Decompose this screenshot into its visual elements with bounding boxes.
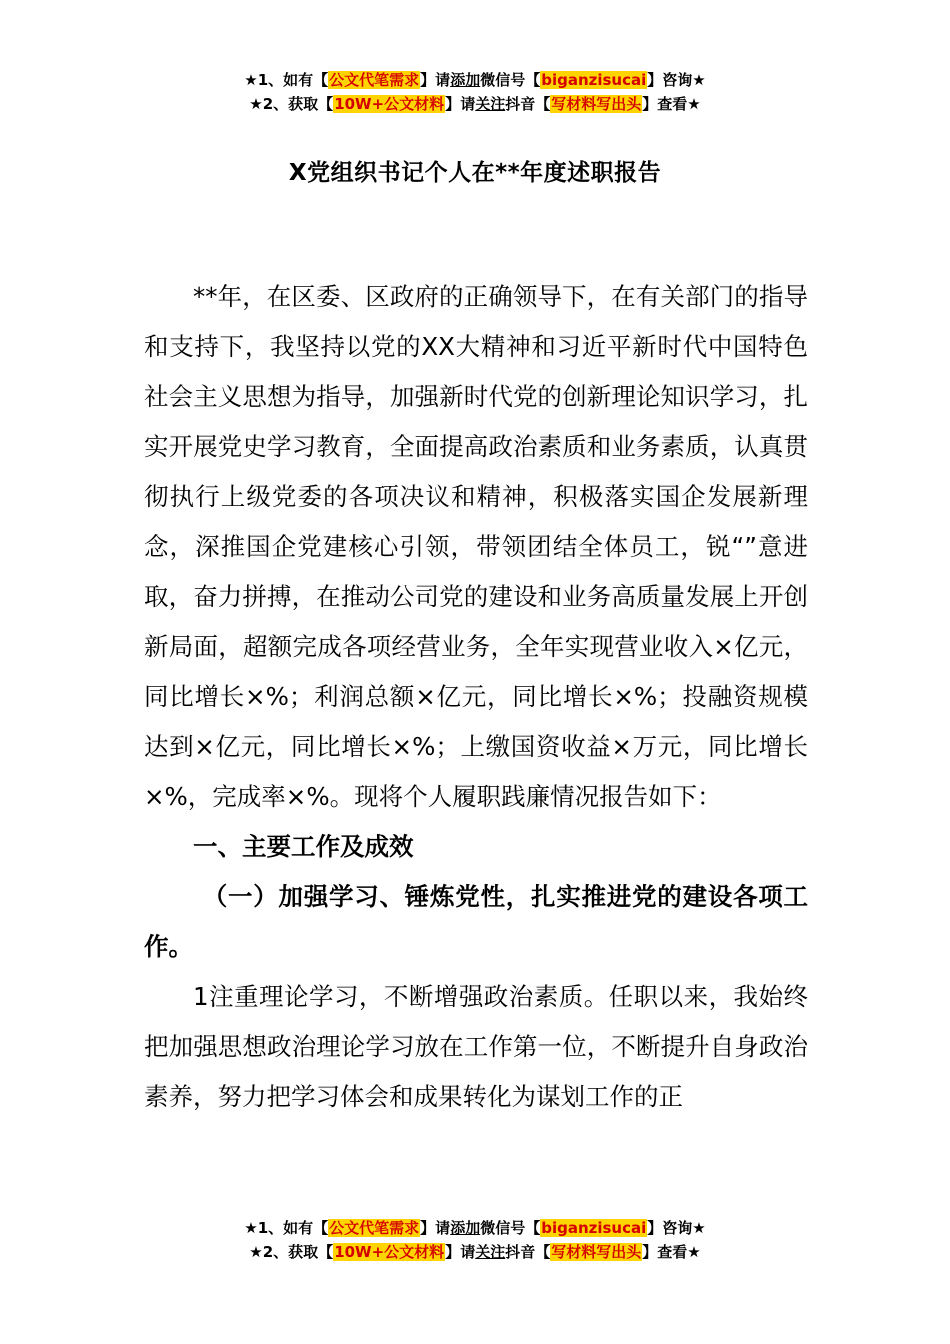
top-banner [0, 68, 950, 116]
banner-text: 抖音【 [505, 1243, 551, 1261]
banner-text: 】请 [445, 95, 476, 113]
banner-underlined-text: 添加 [450, 1219, 481, 1237]
banner-highlight: 10W+公文材料 [334, 95, 445, 113]
banner-highlight: 写材料写出头 [551, 1243, 642, 1261]
banner-line-2 [0, 92, 950, 116]
banner-text: ★1、如有【 [244, 1219, 329, 1237]
banner-line-1 [0, 68, 950, 92]
banner-underlined-text: 关注 [475, 1243, 506, 1261]
banner-text: 】查看★ [642, 1243, 701, 1261]
document-title: X党组织书记个人在**年度述职报告 [288, 160, 662, 186]
banner-text: ★2、获取【 [249, 95, 334, 113]
banner-highlight: 写材料写出头 [551, 95, 642, 113]
bottom-banner [0, 1216, 950, 1264]
banner-line-1 [0, 1216, 950, 1240]
item-paragraph: 1注重理论学习，不断增强政治素质。任职以来，我始终把加强思想政治理论学习放在工作第一位，不断提升自身政治素养，努力把学习体会和成果转化为谋划工作的正 [144, 982, 808, 1111]
intro-paragraph: **年，在区委、区政府的正确领导下，在有关部门的指导和支持下，我坚持以党的XX大精神和习近平新时代中国特色社会主义思想为指导，加强新时代党的创新理论知识学习，扎实开展党史学习教育，全面提高政治素质和业务素质，认真贯彻执行上级党委的各项决议和精神，积极落实国企发展新理念，深推国企党建核心引领，带领团结全体员工，锐“”意进取，奋力拼搏，在推动公司党的建设和业务高质量发展上开创新局面，超额完成各项经营业务，全年实现营业收入×亿元，同比增长×%；利润总额×亿元，同比增长×%；投融资规模达到×亿元，同比增长×%；上缴国资收益×万元，同比增长×%，完成率×%。现将个人履职践廉情况报告如下： [144, 282, 808, 811]
banner-highlight: 公文代笔需求 [329, 71, 420, 89]
banner-text: 】咨询★ [647, 71, 706, 89]
banner-highlight: biganzisucai [541, 1219, 647, 1237]
banner-text: 】查看★ [642, 95, 701, 113]
banner-highlight: 公文代笔需求 [329, 1219, 420, 1237]
banner-text: 】请 [445, 1243, 476, 1261]
banner-text: 微信号【 [480, 1219, 541, 1237]
banner-text: 】请 [420, 71, 451, 89]
banner-highlight: biganzisucai [541, 71, 647, 89]
banner-text: ★1、如有【 [244, 71, 329, 89]
banner-text: 】咨询★ [647, 1219, 706, 1237]
banner-text: 微信号【 [480, 71, 541, 89]
banner-highlight: 10W+公文材料 [334, 1243, 445, 1261]
document-body [144, 272, 808, 1122]
section-heading: 一、主要工作及成效 [193, 832, 414, 861]
subsection-heading: （一）加强学习、锤炼党性，扎实推进党的建设各项工作。 [144, 882, 808, 961]
banner-underlined-text: 添加 [450, 71, 481, 89]
banner-text: 】请 [420, 1219, 451, 1237]
banner-line-2 [0, 1240, 950, 1264]
banner-text: ★2、获取【 [249, 1243, 334, 1261]
banner-underlined-text: 关注 [475, 95, 506, 113]
banner-text: 抖音【 [505, 95, 551, 113]
